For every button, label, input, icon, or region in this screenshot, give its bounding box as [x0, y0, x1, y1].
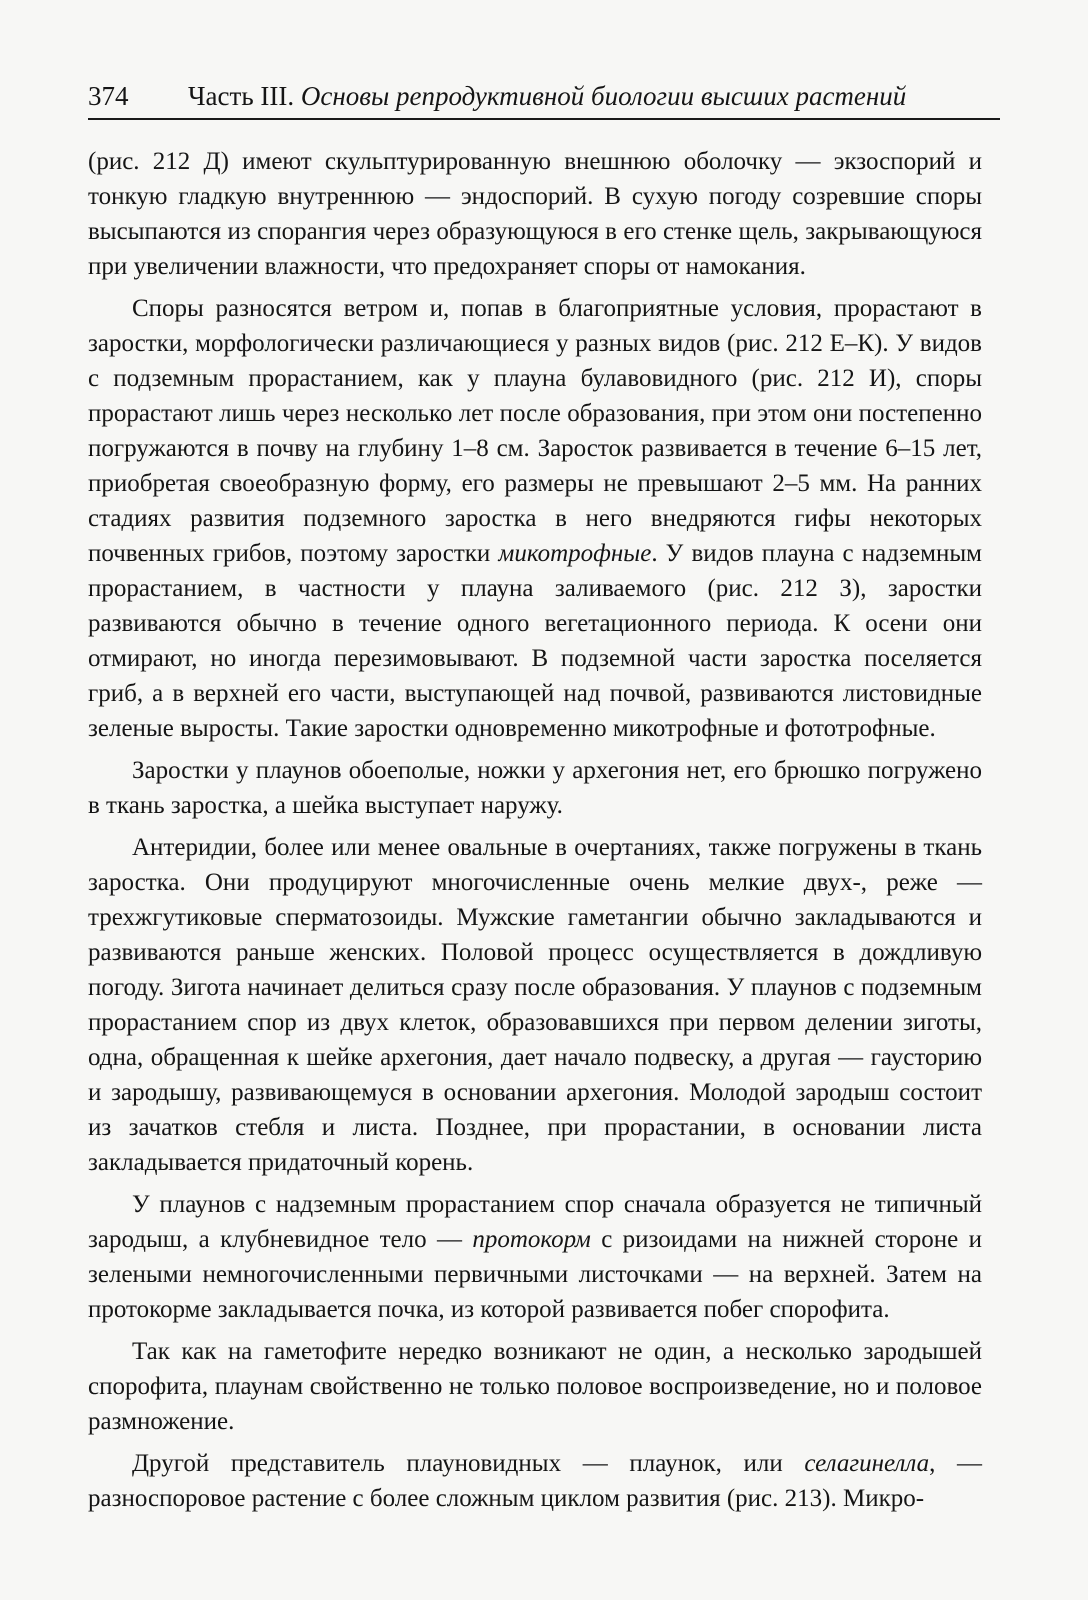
paragraph-text: Заростки у плаунов обоеполые, ножки у архегония нет, его брюшко погружено в ткань заростка, а шейка выступает наружу.: [88, 757, 982, 819]
part-label: Часть III.: [188, 81, 295, 111]
running-title: [188, 74, 906, 118]
paragraph: [88, 291, 982, 746]
italic-term: протокорм: [472, 1226, 591, 1253]
paragraph: [88, 1187, 982, 1327]
paragraph-text: , — разноспоровое растение с более сложным циклом развития (рис. 213). Микро-: [88, 1450, 983, 1512]
paragraph: [88, 753, 982, 823]
part-title: Основы репродуктивной биологии высших растений: [300, 81, 907, 111]
paragraph: [88, 1334, 982, 1439]
running-header: [88, 74, 1000, 120]
paragraph: [88, 1446, 982, 1516]
paragraph: [88, 144, 982, 284]
paragraph-text: Так как на гаметофите нередко возникают не один, а несколько зародышей спорофита, плаунам свойственно не только половое воспроизведение, но и половое размножение.: [88, 1338, 982, 1435]
page-number: 374: [88, 81, 129, 111]
paragraph-text: У плаунов с надземным прорастанием спор сначала образуется не типичный зародыш, а клубневидное тело —: [88, 1191, 982, 1253]
paragraph-text: Другой представитель плауновидных — плаунок, или: [132, 1450, 805, 1477]
italic-term: микотрофные: [498, 540, 652, 567]
paragraph-text: Споры разносятся ветром и, попав в благоприятные условия, прорастают в заростки, морфологически различающиеся у разных видов (рис. 212 Е–К). У видов с подземным прорастанием, как у плауна булавовидного (рис. 212 И), споры прорастают лишь через несколько лет после образования, при этом они постепенно погружаются в почву на глубину 1–8 см. Заросток развивается в течение 6–15 лет, приобретая своеобразную форму, его размеры не превышают 2–5 мм. На ранних стадиях развития подземного заростка в него внедряются гифы некоторых почвенных грибов, поэтому заростки: [88, 295, 982, 567]
paragraph: [88, 830, 982, 1180]
paragraph-text: . У видов плауна с надземным прорастанием, в частности у плауна заливаемого (рис. 212 З), заростки развиваются обычно в течение одного вегетационного периода. К осени они отмирают, но иногда перезимовывают. В подземной части заростка поселяется гриб, а в верхней его части, выступающей над почвой, развиваются листовидные зеленые выросты. Такие заростки одновременно микотрофные и фототрофные.: [88, 540, 982, 742]
paragraph-text: с ризоидами на нижней стороне и зелеными немногочисленными первичными листочками — на верхней. Затем на протокорме закладывается почка, из которой развивается побег спорофита.: [88, 1226, 982, 1323]
body-text: [88, 144, 982, 1523]
italic-term: селагинелла: [804, 1450, 930, 1477]
paragraph-text: Антеридии, более или менее овальные в очертаниях, также погружены в ткань заростка. Они продуцируют многочисленные очень мелкие двух-, реже — трехжгутиковые сперматозоиды. Мужские гаметангии обычно закладываются и развиваются раньше женских. Половой процесс осуществляется в дождливую погоду. Зигота начинает делиться сразу после образования. У плаунов с подземным прорастанием спор из двух клеток, образовавшихся при первом делении зиготы, одна, обращенная к шейке архегония, дает начало подвеску, а другая — гаусторию и зародышу, развивающемуся в основании архегония. Молодой зародыш состоит из зачатков стебля и листа. Позднее, при прорастании, в основании листа закладывается придаточный корень.: [88, 834, 982, 1176]
paragraph-text: (рис. 212 Д) имеют скульптурированную внешнюю оболочку — экзоспорий и тонкую гладкую внутреннюю — эндоспорий. В сухую погоду созревшие споры высыпаются из спорангия через образующуюся в его стенке щель, закрывающуюся при увеличении влажности, что предохраняет споры от намокания.: [88, 148, 982, 280]
